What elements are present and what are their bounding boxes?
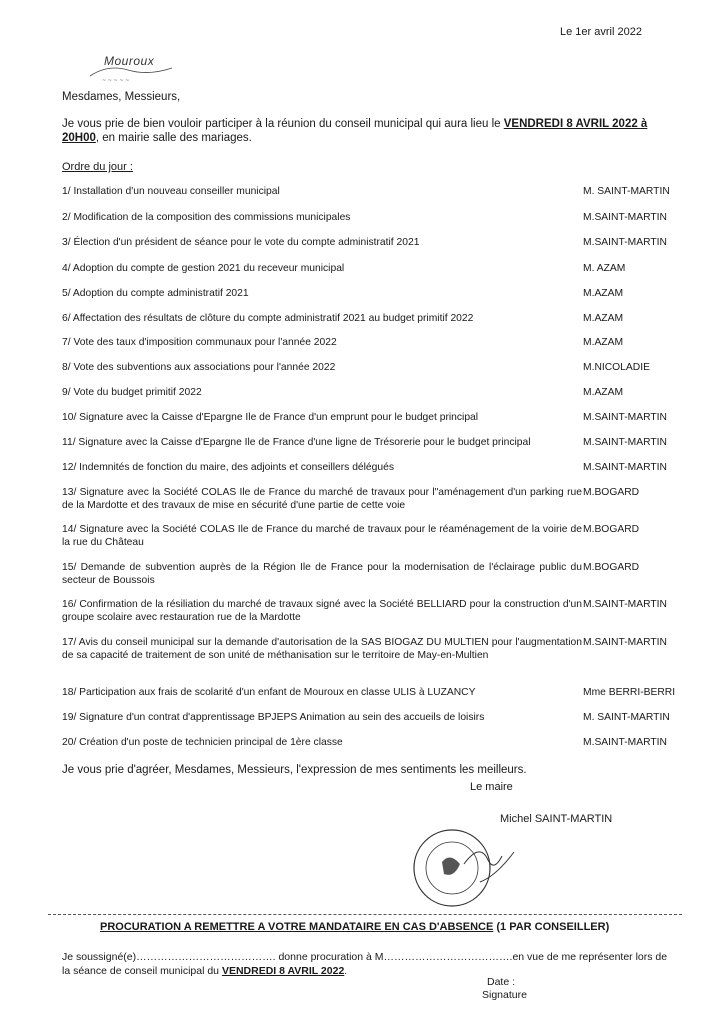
agenda-item: 20/ Création d'un poste de technicien principal de 1ère classe xyxy=(62,737,343,748)
intro-after: , en mairie salle des mariages. xyxy=(95,132,252,144)
agenda-item: 10/ Signature avec la Caisse d'Epargne Ile de France d'un emprunt pour le budget principal xyxy=(62,412,479,423)
proxy-date: VENDREDI 8 AVRIL 2022 xyxy=(221,965,345,977)
agenda-item: 18/ Participation aux frais de scolarité d'un enfant de Mouroux en classe ULIS à LUZANCY xyxy=(62,687,476,698)
agenda-presenter: M.SAINT-MARTIN xyxy=(583,637,667,648)
agenda-item: 14/ Signature avec la Société COLAS Ile de France du marché de travaux pour le réaménagement de la voirie de la rue du Château xyxy=(62,524,582,548)
svg-text:~ ~ ~ ~ ~: ~ ~ ~ ~ ~ xyxy=(102,78,130,84)
closing-formula: Je vous prie d'agréer, Mesdames, Messieurs, l'expression de mes sentiments les meilleurs. xyxy=(62,764,527,776)
agenda-item: 15/ Demande de subvention auprès de la Région Ile de France pour la modernisation de l'éclairage public du secteur de Boussois xyxy=(62,562,582,586)
agenda-item: 19/ Signature d'un contrat d'apprentissage BPJEPS Animation au sein des accueils de loisirs xyxy=(62,712,485,723)
agenda-presenter: Mme BERRI-BERRI xyxy=(583,687,676,698)
agenda-item: 9/ Vote du budget primitif 2022 xyxy=(62,387,202,398)
proxy-text-after: . xyxy=(344,965,348,977)
agenda-presenter: M. SAINT-MARTIN xyxy=(583,712,670,723)
proxy-title-main: PROCURATION A REMETTRE A VOTRE MANDATAIRE EN CAS D'ABSENCE xyxy=(100,921,494,933)
agenda-item: 16/ Confirmation de la résiliation du marché de travaux signé avec la Société BELLIARD pour la construction d'un groupe scolaire avec restauration rue de la Mardotte xyxy=(62,599,582,623)
agenda-presenter: M.SAINT-MARTIN xyxy=(583,462,667,473)
mouroux-logo xyxy=(84,50,174,82)
letter-date: Le 1er avril 2022 xyxy=(560,26,642,38)
agenda-item: 17/ Avis du conseil municipal sur la demande d'autorisation de la SAS BIOGAZ DU MULTIEN pour l'augmentation de sa capacité de traitement de son unité de méthanisation sur le territoire de May-en-Multien xyxy=(62,637,582,661)
agenda-presenter: M.BOGARD xyxy=(583,562,640,573)
intro-paragraph xyxy=(62,117,654,145)
logo-text: Mouroux xyxy=(104,54,155,68)
agenda-presenter: M.SAINT-MARTIN xyxy=(583,737,667,748)
agenda-presenter: M.NICOLADIE xyxy=(583,362,650,373)
agenda-item: 13/ Signature avec la Société COLAS Ile de France du marché de travaux pour l"aménagement d'un parking rue de la Mardotte et des travaux de mise en sécurité d'une partie de cette voie xyxy=(62,487,582,511)
mayor-name: Michel SAINT-MARTIN xyxy=(500,813,613,825)
agenda-presenter: M.BOGARD xyxy=(583,524,640,535)
date-label: Date : xyxy=(487,976,516,988)
agenda-presenter: M.AZAM xyxy=(583,337,624,348)
proxy-title xyxy=(100,921,609,933)
agenda-presenter: M. AZAM xyxy=(583,263,626,274)
agenda-presenter: M.AZAM xyxy=(583,288,624,299)
agenda-item: 5/ Adoption du compte administratif 2021 xyxy=(62,288,249,299)
proxy-text xyxy=(62,950,672,978)
cut-line xyxy=(48,914,682,915)
agenda-item: 1/ Installation d'un nouveau conseiller municipal xyxy=(62,186,280,197)
agenda-item: 12/ Indemnités de fonction du maire, des adjoints et conseillers délégués xyxy=(62,462,394,473)
mayor-title: Le maire xyxy=(470,781,513,793)
agenda-presenter: M.SAINT-MARTIN xyxy=(583,237,667,248)
proxy-text-before: Je soussigné(e)…………………………………. donne procuration à M……………………………….en vue de me représenter lors de la séance de conseil municipal du xyxy=(62,951,668,977)
agenda-presenter: M.SAINT-MARTIN xyxy=(583,212,667,223)
agenda-presenter: M.AZAM xyxy=(583,313,624,324)
agenda-item: 8/ Vote des subventions aux associations pour l'année 2022 xyxy=(62,362,336,373)
signature-label: Signature xyxy=(482,989,527,1001)
agenda-presenter: M.SAINT-MARTIN xyxy=(583,437,667,448)
mairie-stamp-icon xyxy=(410,812,520,922)
agenda-item: 2/ Modification de la composition des commissions municipales xyxy=(62,212,351,223)
meeting-date: VENDREDI 8 AVRIL 2022 à 20H00 xyxy=(62,118,648,144)
salutation: Mesdames, Messieurs, xyxy=(62,91,181,103)
agenda-item: 3/ Élection d'un président de séance pour le vote du compte administratif 2021 xyxy=(62,237,420,248)
agenda-presenter: M.SAINT-MARTIN xyxy=(583,599,667,610)
intro-before: Je vous prie de bien vouloir participer à la réunion du conseil municipal qui aura lieu le xyxy=(62,118,504,130)
agenda-presenter: M.AZAM xyxy=(583,387,624,398)
agenda-item: 6/ Affectation des résultats de clôture du compte administratif 2021 au budget primitif 2022 xyxy=(62,313,474,324)
agenda-presenter: M.BOGARD xyxy=(583,487,640,498)
proxy-title-suffix: (1 PAR CONSEILLER) xyxy=(493,921,610,933)
agenda-presenter: M.SAINT-MARTIN xyxy=(583,412,667,423)
agenda-item: 4/ Adoption du compte de gestion 2021 du receveur municipal xyxy=(62,263,345,274)
agenda-heading: Ordre du jour : xyxy=(62,161,133,173)
agenda-item: 7/ Vote des taux d'imposition communaux pour l'année 2022 xyxy=(62,337,337,348)
agenda-presenter: M. SAINT-MARTIN xyxy=(583,186,670,197)
agenda-item: 11/ Signature avec la Caisse d'Epargne Ile de France d'une ligne de Trésorerie pour le budget principal xyxy=(62,437,531,448)
